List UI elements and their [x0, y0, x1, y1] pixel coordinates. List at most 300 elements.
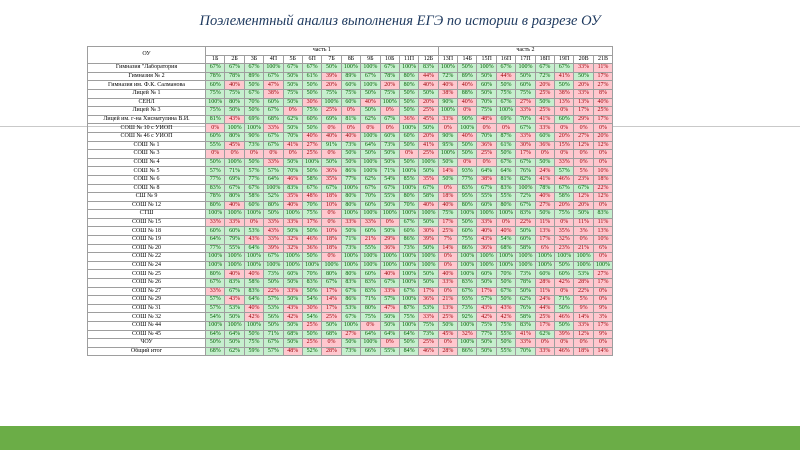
score-cell: 0% [380, 339, 399, 348]
score-cell: 0% [322, 218, 341, 227]
score-cell: 27% [593, 270, 612, 279]
score-cell: 36% [302, 244, 321, 253]
score-cell: 28% [574, 279, 593, 288]
score-cell: 72% [516, 193, 535, 202]
score-cell: 50% [206, 339, 225, 348]
score-cell: 60% [361, 201, 380, 210]
score-cell: 50% [574, 72, 593, 81]
score-cell: 0% [438, 261, 457, 270]
score-cell: 50% [496, 296, 515, 305]
score-cell: 78% [380, 72, 399, 81]
score-cell: 73% [516, 270, 535, 279]
score-cell: 0% [341, 124, 360, 133]
score-cell: 50% [399, 141, 418, 150]
score-cell: 11% [593, 64, 612, 73]
score-cell: 10% [593, 167, 612, 176]
score-cell: 85% [399, 175, 418, 184]
score-cell: 35% [555, 227, 574, 236]
score-cell: 27% [593, 81, 612, 90]
score-cell: 0% [593, 339, 612, 348]
score-cell: 23% [574, 175, 593, 184]
score-cell: 40% [438, 81, 457, 90]
score-cell: 64% [225, 330, 244, 339]
score-cell: 100% [399, 167, 418, 176]
score-cell: 100% [206, 261, 225, 270]
score-cell: 67% [477, 184, 496, 193]
score-cell: 33% [535, 124, 554, 133]
score-cell: 0% [477, 124, 496, 133]
score-cell: 95% [438, 141, 457, 150]
score-cell: 100% [225, 210, 244, 219]
score-cell: 48% [283, 347, 302, 356]
score-cell: 67% [555, 64, 574, 73]
score-cell: 100% [361, 339, 380, 348]
score-cell: 57% [555, 167, 574, 176]
score-cell: 54% [496, 236, 515, 245]
score-cell: 29% [574, 115, 593, 124]
score-cell: 22% [593, 184, 612, 193]
score-cell: 100% [361, 64, 380, 73]
score-cell: 100% [419, 158, 438, 167]
score-cell: 100% [458, 339, 477, 348]
table-row [88, 304, 613, 313]
score-cell: 100% [341, 210, 360, 219]
task-column-header: 18П [535, 55, 554, 64]
score-cell: 46% [555, 175, 574, 184]
score-cell: 61% [496, 141, 515, 150]
score-cell: 67% [361, 72, 380, 81]
score-cell: 27% [302, 141, 321, 150]
score-cell: 0% [438, 253, 457, 262]
score-cell: 100% [458, 322, 477, 331]
score-cell: 25% [438, 313, 457, 322]
score-cell: 33% [206, 218, 225, 227]
score-cell: 43% [477, 236, 496, 245]
score-cell: 41% [535, 115, 554, 124]
score-cell: 25% [477, 150, 496, 159]
score-cell: 27% [341, 330, 360, 339]
score-cell: 67% [225, 184, 244, 193]
score-cell: 43% [283, 304, 302, 313]
score-cell: 100% [535, 261, 554, 270]
score-cell: 25% [322, 313, 341, 322]
ou-column-header: ОУ [88, 47, 206, 64]
score-cell: 44% [496, 72, 515, 81]
score-cell: 86% [458, 244, 477, 253]
score-cell: 25% [535, 313, 554, 322]
score-cell: 50% [419, 218, 438, 227]
school-name-cell: СОШ № 20 [88, 244, 206, 253]
score-cell: 83% [419, 64, 438, 73]
part2-header: часть 2 [438, 47, 613, 56]
score-cell: 80% [496, 201, 515, 210]
task-column-header: 4П [264, 55, 283, 64]
score-cell: 47% [264, 81, 283, 90]
score-cell: 68% [264, 115, 283, 124]
score-cell: 50% [244, 330, 263, 339]
score-cell: 14% [574, 313, 593, 322]
score-cell: 50% [322, 158, 341, 167]
score-cell: 100% [264, 184, 283, 193]
score-cell: 25% [322, 107, 341, 116]
score-cell: 50% [341, 150, 360, 159]
score-cell: 67% [458, 287, 477, 296]
score-cell: 100% [516, 184, 535, 193]
school-name-cell: СОШ № 24 [88, 261, 206, 270]
score-cell: 43% [244, 236, 263, 245]
score-cell: 36% [419, 296, 438, 305]
score-cell: 70% [244, 98, 263, 107]
score-cell: 50% [244, 158, 263, 167]
task-column-header: 9Б [361, 55, 380, 64]
school-name-cell: СОШ № 27 [88, 287, 206, 296]
score-cell: 71% [264, 330, 283, 339]
score-cell: 60% [361, 227, 380, 236]
score-cell: 50% [419, 124, 438, 133]
score-cell: 50% [399, 158, 418, 167]
score-cell: 13% [535, 227, 554, 236]
score-cell: 50% [496, 339, 515, 348]
score-cell: 100% [399, 270, 418, 279]
score-cell: 38% [555, 89, 574, 98]
score-cell: 67% [264, 253, 283, 262]
score-cell: 50% [283, 227, 302, 236]
score-cell: 76% [516, 304, 535, 313]
score-cell: 50% [535, 210, 554, 219]
score-cell: 53% [264, 304, 283, 313]
score-cell: 50% [380, 158, 399, 167]
score-cell: 33% [516, 107, 535, 116]
score-cell: 13% [555, 98, 574, 107]
score-cell: 100% [361, 81, 380, 90]
score-cell: 12% [574, 193, 593, 202]
school-name-cell: СОШ № 44 [88, 322, 206, 331]
score-cell: 50% [555, 304, 574, 313]
score-cell: 46% [283, 175, 302, 184]
score-cell: 40% [458, 132, 477, 141]
score-cell: 80% [225, 132, 244, 141]
score-cell: 50% [264, 322, 283, 331]
score-cell: 56% [264, 313, 283, 322]
score-cell: 100% [225, 253, 244, 262]
score-cell: 80% [399, 81, 418, 90]
score-cell: 33% [380, 287, 399, 296]
score-cell: 50% [419, 279, 438, 288]
school-name-cell: Гимназия "Лаборатория [88, 64, 206, 73]
score-cell: 0% [555, 339, 574, 348]
score-cell: 57% [244, 167, 263, 176]
score-cell: 40% [283, 201, 302, 210]
score-cell: 50% [302, 330, 321, 339]
school-name-cell: СОШ № 31 [88, 304, 206, 313]
score-cell: 100% [206, 322, 225, 331]
score-cell: 67% [399, 287, 418, 296]
score-cell: 30% [302, 98, 321, 107]
score-cell: 11% [574, 218, 593, 227]
score-cell: 25% [535, 89, 554, 98]
score-cell: 68% [496, 244, 515, 253]
score-cell: 83% [496, 184, 515, 193]
score-cell: 67% [516, 158, 535, 167]
score-cell: 100% [206, 210, 225, 219]
score-cell: 64% [206, 236, 225, 245]
score-cell: 100% [244, 124, 263, 133]
table-row [88, 330, 613, 339]
score-cell: 50% [380, 313, 399, 322]
score-cell: 68% [322, 330, 341, 339]
score-cell: 100% [458, 261, 477, 270]
score-cell: 80% [206, 270, 225, 279]
task-column-header: 11П [399, 55, 418, 64]
task-column-header: 16П [496, 55, 515, 64]
task-column-header: 7Б [322, 55, 341, 64]
score-cell: 100% [341, 322, 360, 331]
score-cell: 18% [438, 193, 457, 202]
score-cell: 70% [283, 167, 302, 176]
score-cell: 100% [225, 322, 244, 331]
score-cell: 67% [496, 287, 515, 296]
score-cell: 67% [244, 184, 263, 193]
task-column-header: 14Б [458, 55, 477, 64]
score-cell: 100% [264, 261, 283, 270]
school-name-cell: Лицей № 1 [88, 89, 206, 98]
score-cell: 40% [361, 98, 380, 107]
score-cell: 11% [535, 218, 554, 227]
score-cell: 72% [535, 72, 554, 81]
score-cell: 13% [574, 98, 593, 107]
score-cell: 12% [574, 141, 593, 150]
score-cell: 64% [244, 244, 263, 253]
score-cell: 5% [574, 167, 593, 176]
score-cell: 73% [399, 244, 418, 253]
score-cell: 55% [496, 193, 515, 202]
score-cell: 60% [516, 236, 535, 245]
task-column-header: 12Б [419, 55, 438, 64]
score-cell: 17% [535, 322, 554, 331]
score-cell: 48% [302, 193, 321, 202]
score-cell: 50% [283, 124, 302, 133]
score-cell: 67% [264, 339, 283, 348]
score-cell: 50% [341, 227, 360, 236]
score-cell: 60% [399, 132, 418, 141]
score-cell: 0% [593, 150, 612, 159]
score-cell: 0% [438, 184, 457, 193]
score-cell: 100% [496, 253, 515, 262]
score-cell: 0% [283, 107, 302, 116]
score-cell: 40% [458, 98, 477, 107]
score-cell: 100% [341, 261, 360, 270]
score-cell: 100% [361, 210, 380, 219]
score-cell: 28% [438, 347, 457, 356]
score-cell: 55% [380, 347, 399, 356]
score-cell: 80% [458, 201, 477, 210]
table-row [88, 158, 613, 167]
score-cell: 33% [574, 89, 593, 98]
score-cell: 50% [380, 150, 399, 159]
score-cell: 0% [264, 150, 283, 159]
score-cell: 93% [458, 296, 477, 305]
score-cell: 0% [593, 158, 612, 167]
score-cell: 0% [438, 287, 457, 296]
school-name-cell: СОШ № 1 [88, 141, 206, 150]
score-cell: 67% [322, 184, 341, 193]
score-cell: 60% [535, 132, 554, 141]
score-cell: 100% [341, 253, 360, 262]
score-cell: 0% [244, 218, 263, 227]
score-cell: 33% [264, 158, 283, 167]
score-cell: 41% [535, 175, 554, 184]
score-cell: 77% [477, 330, 496, 339]
score-cell: 0% [322, 210, 341, 219]
school-name-cell: СОШ № 3 [88, 150, 206, 159]
score-cell: 71% [225, 167, 244, 176]
score-cell: 60% [283, 270, 302, 279]
score-cell: 57% [206, 167, 225, 176]
score-cell: 9% [574, 304, 593, 313]
score-cell: 57% [477, 296, 496, 305]
score-cell: 0% [477, 158, 496, 167]
score-cell: 60% [380, 132, 399, 141]
score-cell: 100% [516, 64, 535, 73]
score-cell: 50% [419, 270, 438, 279]
score-cell: 0% [458, 158, 477, 167]
score-cell: 100% [419, 261, 438, 270]
score-cell: 50% [458, 150, 477, 159]
score-cell: 60% [477, 270, 496, 279]
score-cell: 35% [283, 193, 302, 202]
score-cell: 67% [244, 89, 263, 98]
score-cell: 50% [225, 339, 244, 348]
score-cell: 50% [399, 89, 418, 98]
score-cell: 44% [419, 72, 438, 81]
table-body [88, 64, 613, 356]
school-name-cell: СОШ № 15 [88, 218, 206, 227]
score-cell: 58% [555, 193, 574, 202]
score-cell: 47% [380, 304, 399, 313]
score-cell: 100% [244, 253, 263, 262]
score-cell: 62% [535, 330, 554, 339]
score-cell: 100% [399, 124, 418, 133]
score-cell: 18% [322, 193, 341, 202]
score-cell: 17% [574, 107, 593, 116]
score-cell: 22% [264, 287, 283, 296]
score-cell: 0% [574, 236, 593, 245]
score-cell: 100% [458, 210, 477, 219]
score-cell: 54% [380, 175, 399, 184]
score-cell: 50% [399, 107, 418, 116]
school-name-cell: СШ № 9 [88, 193, 206, 202]
score-cell: 86% [341, 296, 360, 305]
score-cell: 27% [535, 201, 554, 210]
score-cell: 67% [341, 287, 360, 296]
score-cell: 88% [458, 89, 477, 98]
score-cell: 33% [225, 218, 244, 227]
score-cell: 100% [419, 253, 438, 262]
score-cell: 54% [302, 313, 321, 322]
school-name-cell: СОШ № 45 [88, 330, 206, 339]
score-cell: 67% [302, 184, 321, 193]
score-cell: 67% [380, 279, 399, 288]
score-cell: 67% [516, 124, 535, 133]
score-cell: 46% [555, 313, 574, 322]
score-cell: 100% [516, 261, 535, 270]
score-cell: 62% [361, 175, 380, 184]
score-cell: 52% [264, 193, 283, 202]
score-cell: 60% [535, 270, 554, 279]
results-table [87, 46, 613, 356]
score-cell: 73% [341, 347, 360, 356]
score-cell: 20% [555, 132, 574, 141]
table-row [88, 287, 613, 296]
score-cell: 43% [264, 227, 283, 236]
score-cell: 83% [516, 322, 535, 331]
score-cell: 50% [438, 158, 457, 167]
score-cell: 25% [438, 227, 457, 236]
score-cell: 48% [477, 115, 496, 124]
score-cell: 67% [419, 184, 438, 193]
score-cell: 0% [574, 124, 593, 133]
score-cell: 90% [438, 98, 457, 107]
score-cell: 79% [225, 236, 244, 245]
score-cell: 35% [322, 175, 341, 184]
score-cell: 75% [341, 89, 360, 98]
task-column-header: 20В [574, 55, 593, 64]
score-cell: 67% [244, 64, 263, 73]
score-cell: 50% [458, 141, 477, 150]
score-cell: 62% [225, 347, 244, 356]
task-column-header: 10Б [380, 55, 399, 64]
score-cell: 80% [264, 201, 283, 210]
score-cell: 100% [341, 64, 360, 73]
score-cell: 50% [283, 81, 302, 90]
score-cell: 50% [458, 218, 477, 227]
score-cell: 33% [574, 322, 593, 331]
score-cell: 0% [322, 253, 341, 262]
score-cell: 41% [555, 72, 574, 81]
table-row [88, 279, 613, 288]
score-cell: 70% [516, 347, 535, 356]
score-cell: 62% [516, 296, 535, 305]
school-name-cell: Общий итог [88, 347, 206, 356]
score-cell: 50% [516, 72, 535, 81]
score-cell: 64% [361, 330, 380, 339]
score-cell: 41% [283, 141, 302, 150]
score-cell: 40% [225, 81, 244, 90]
score-cell: 100% [593, 261, 612, 270]
score-cell: 100% [341, 184, 360, 193]
score-cell: 0% [593, 287, 612, 296]
score-cell: 43% [225, 115, 244, 124]
score-cell: 33% [283, 287, 302, 296]
score-cell: 100% [399, 210, 418, 219]
table-row [88, 115, 613, 124]
task-column-header: 13П [438, 55, 457, 64]
score-cell: 0% [380, 107, 399, 116]
score-cell: 29% [380, 236, 399, 245]
score-cell: 67% [496, 64, 515, 73]
score-cell: 50% [264, 210, 283, 219]
school-name-cell: СОШ № 6 [88, 175, 206, 184]
table-row [88, 201, 613, 210]
score-cell: 50% [302, 287, 321, 296]
score-cell: 18% [322, 236, 341, 245]
score-cell: 38% [438, 89, 457, 98]
score-cell: 50% [302, 89, 321, 98]
score-cell: 33% [516, 339, 535, 348]
score-cell: 50% [496, 81, 515, 90]
score-cell: 33% [264, 124, 283, 133]
score-cell: 50% [244, 81, 263, 90]
